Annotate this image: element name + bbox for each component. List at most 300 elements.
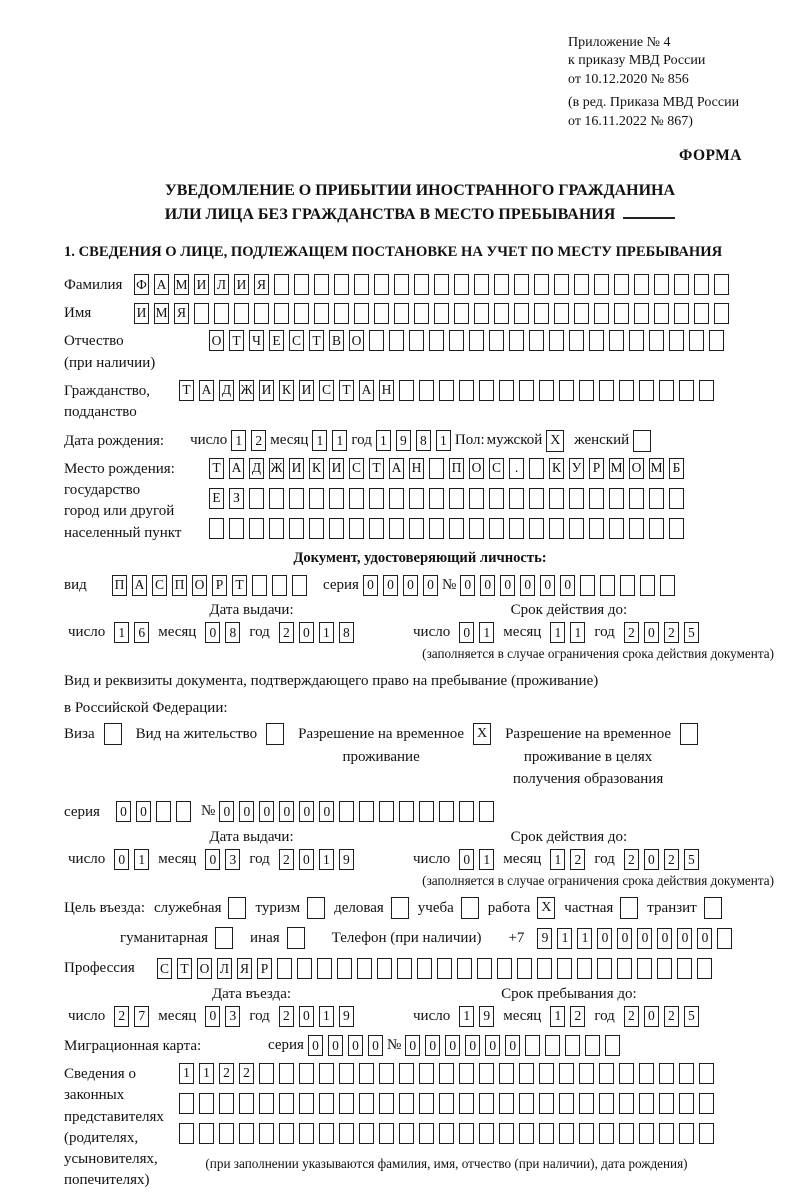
char-cell[interactable]: М xyxy=(154,303,169,324)
char-cell[interactable]: 3 xyxy=(225,1006,240,1027)
char-cell[interactable] xyxy=(399,1093,414,1114)
char-cell[interactable] xyxy=(599,1123,614,1144)
char-cell[interactable]: 0 xyxy=(617,928,632,949)
char-cell[interactable]: 0 xyxy=(445,1035,460,1056)
char-cell[interactable] xyxy=(529,488,544,509)
char-cell[interactable]: А xyxy=(389,458,404,479)
char-cell[interactable] xyxy=(414,274,429,295)
char-cell[interactable]: 9 xyxy=(339,849,354,870)
char-cell[interactable]: 0 xyxy=(405,1035,420,1056)
char-cell[interactable] xyxy=(359,1063,374,1084)
char-cell[interactable]: 2 xyxy=(570,849,585,870)
char-cell[interactable] xyxy=(579,1063,594,1084)
char-cell[interactable] xyxy=(379,1063,394,1084)
char-cell[interactable]: 0 xyxy=(459,622,474,643)
char-cell[interactable] xyxy=(279,1123,294,1144)
char-cell[interactable]: 0 xyxy=(657,928,672,949)
char-cell[interactable]: 0 xyxy=(299,849,314,870)
char-cell[interactable] xyxy=(597,958,612,979)
char-cell[interactable]: К xyxy=(549,458,564,479)
char-cell[interactable] xyxy=(509,488,524,509)
char-cell[interactable] xyxy=(429,518,444,539)
char-cell[interactable]: 1 xyxy=(114,622,129,643)
char-cell[interactable]: 6 xyxy=(134,622,149,643)
char-cell[interactable] xyxy=(389,518,404,539)
char-cell[interactable] xyxy=(457,958,472,979)
char-cell[interactable]: О xyxy=(192,575,207,596)
char-cell[interactable]: С xyxy=(157,958,172,979)
char-cell[interactable] xyxy=(679,1123,694,1144)
char-cell[interactable] xyxy=(659,1123,674,1144)
char-cell[interactable]: 1 xyxy=(312,430,327,451)
char-cell[interactable] xyxy=(439,1123,454,1144)
char-cell[interactable] xyxy=(559,380,574,401)
char-cell[interactable] xyxy=(354,274,369,295)
char-cell[interactable] xyxy=(339,1093,354,1114)
char-cell[interactable] xyxy=(349,518,364,539)
char-cell[interactable]: 1 xyxy=(332,430,347,451)
char-cell[interactable] xyxy=(434,274,449,295)
char-cell[interactable] xyxy=(517,958,532,979)
char-cell[interactable] xyxy=(709,330,724,351)
char-cell[interactable]: Я xyxy=(254,274,269,295)
char-cell[interactable]: 0 xyxy=(308,1035,323,1056)
char-cell[interactable]: И xyxy=(289,458,304,479)
char-cell[interactable]: 0 xyxy=(299,1006,314,1027)
char-cell[interactable] xyxy=(537,958,552,979)
char-cell[interactable]: Б xyxy=(669,458,684,479)
char-cell[interactable]: 0 xyxy=(219,801,234,822)
char-cell[interactable]: Е xyxy=(209,488,224,509)
char-cell[interactable] xyxy=(479,1063,494,1084)
char-cell[interactable]: 0 xyxy=(637,928,652,949)
char-cell[interactable]: А xyxy=(132,575,147,596)
char-cell[interactable] xyxy=(179,1093,194,1114)
char-cell[interactable] xyxy=(479,1093,494,1114)
char-cell[interactable] xyxy=(369,518,384,539)
char-cell[interactable]: 0 xyxy=(299,622,314,643)
char-cell[interactable] xyxy=(357,958,372,979)
char-cell[interactable] xyxy=(309,488,324,509)
char-cell[interactable] xyxy=(259,1123,274,1144)
purpose-humanitarian-checkbox[interactable] xyxy=(215,927,233,949)
char-cell[interactable]: 0 xyxy=(644,622,659,643)
char-cell[interactable]: Т xyxy=(232,575,247,596)
char-cell[interactable] xyxy=(549,330,564,351)
char-cell[interactable] xyxy=(639,1093,654,1114)
char-cell[interactable] xyxy=(299,1063,314,1084)
char-cell[interactable] xyxy=(599,1093,614,1114)
char-cell[interactable] xyxy=(474,303,489,324)
char-cell[interactable] xyxy=(594,303,609,324)
sex-female-checkbox[interactable] xyxy=(633,430,651,452)
char-cell[interactable] xyxy=(394,274,409,295)
char-cell[interactable] xyxy=(649,518,664,539)
char-cell[interactable]: 5 xyxy=(684,622,699,643)
char-cell[interactable] xyxy=(489,488,504,509)
char-cell[interactable] xyxy=(489,330,504,351)
char-cell[interactable] xyxy=(329,518,344,539)
char-cell[interactable]: 2 xyxy=(624,1006,639,1027)
char-cell[interactable]: 1 xyxy=(550,1006,565,1027)
char-cell[interactable] xyxy=(219,1093,234,1114)
char-cell[interactable] xyxy=(354,303,369,324)
char-cell[interactable] xyxy=(292,575,307,596)
char-cell[interactable] xyxy=(299,1093,314,1114)
char-cell[interactable] xyxy=(699,1063,714,1084)
char-cell[interactable]: О xyxy=(349,330,364,351)
char-cell[interactable] xyxy=(339,801,354,822)
char-cell[interactable] xyxy=(640,575,655,596)
char-cell[interactable]: 1 xyxy=(134,849,149,870)
char-cell[interactable] xyxy=(669,488,684,509)
char-cell[interactable]: 2 xyxy=(239,1063,254,1084)
char-cell[interactable] xyxy=(589,330,604,351)
char-cell[interactable] xyxy=(439,801,454,822)
char-cell[interactable]: Т xyxy=(339,380,354,401)
char-cell[interactable]: 0 xyxy=(136,801,151,822)
char-cell[interactable]: 0 xyxy=(597,928,612,949)
purpose-official-checkbox[interactable] xyxy=(228,897,246,919)
char-cell[interactable]: И xyxy=(134,303,149,324)
char-cell[interactable] xyxy=(449,330,464,351)
char-cell[interactable] xyxy=(514,274,529,295)
char-cell[interactable] xyxy=(519,380,534,401)
char-cell[interactable] xyxy=(199,1093,214,1114)
char-cell[interactable]: У xyxy=(569,458,584,479)
char-cell[interactable]: 2 xyxy=(219,1063,234,1084)
char-cell[interactable]: 9 xyxy=(537,928,552,949)
char-cell[interactable] xyxy=(319,1123,334,1144)
char-cell[interactable] xyxy=(399,1063,414,1084)
char-cell[interactable]: 9 xyxy=(396,430,411,451)
char-cell[interactable] xyxy=(529,458,544,479)
char-cell[interactable] xyxy=(277,958,292,979)
char-cell[interactable]: 0 xyxy=(383,575,398,596)
char-cell[interactable] xyxy=(419,1123,434,1144)
char-cell[interactable] xyxy=(549,488,564,509)
char-cell[interactable] xyxy=(469,518,484,539)
char-cell[interactable] xyxy=(699,1123,714,1144)
char-cell[interactable] xyxy=(359,1093,374,1114)
char-cell[interactable]: 0 xyxy=(480,575,495,596)
char-cell[interactable] xyxy=(377,958,392,979)
char-cell[interactable]: С xyxy=(349,458,364,479)
char-cell[interactable] xyxy=(369,488,384,509)
char-cell[interactable] xyxy=(657,958,672,979)
char-cell[interactable]: Ф xyxy=(134,274,149,295)
char-cell[interactable]: 0 xyxy=(116,801,131,822)
char-cell[interactable] xyxy=(434,303,449,324)
char-cell[interactable]: 2 xyxy=(624,849,639,870)
char-cell[interactable]: Т xyxy=(179,380,194,401)
char-cell[interactable] xyxy=(497,958,512,979)
char-cell[interactable] xyxy=(669,330,684,351)
temporary-residence-checkbox[interactable]: X xyxy=(473,723,491,745)
char-cell[interactable] xyxy=(717,928,732,949)
char-cell[interactable] xyxy=(394,303,409,324)
char-cell[interactable] xyxy=(449,488,464,509)
char-cell[interactable] xyxy=(699,1093,714,1114)
char-cell[interactable] xyxy=(539,1063,554,1084)
char-cell[interactable] xyxy=(274,303,289,324)
char-cell[interactable] xyxy=(314,274,329,295)
char-cell[interactable] xyxy=(397,958,412,979)
char-cell[interactable]: О xyxy=(209,330,224,351)
char-cell[interactable] xyxy=(379,1093,394,1114)
char-cell[interactable] xyxy=(637,958,652,979)
char-cell[interactable] xyxy=(294,303,309,324)
char-cell[interactable] xyxy=(269,518,284,539)
char-cell[interactable] xyxy=(557,958,572,979)
char-cell[interactable] xyxy=(399,801,414,822)
char-cell[interactable] xyxy=(252,575,267,596)
char-cell[interactable]: 1 xyxy=(199,1063,214,1084)
char-cell[interactable]: С xyxy=(289,330,304,351)
char-cell[interactable]: М xyxy=(649,458,664,479)
char-cell[interactable]: 0 xyxy=(697,928,712,949)
char-cell[interactable]: 0 xyxy=(459,849,474,870)
char-cell[interactable] xyxy=(599,1063,614,1084)
char-cell[interactable] xyxy=(439,1063,454,1084)
char-cell[interactable] xyxy=(389,488,404,509)
char-cell[interactable]: 0 xyxy=(299,801,314,822)
char-cell[interactable] xyxy=(399,380,414,401)
char-cell[interactable] xyxy=(619,1093,634,1114)
char-cell[interactable] xyxy=(565,1035,580,1056)
char-cell[interactable] xyxy=(579,380,594,401)
char-cell[interactable] xyxy=(614,303,629,324)
char-cell[interactable] xyxy=(269,488,284,509)
char-cell[interactable]: К xyxy=(309,458,324,479)
char-cell[interactable] xyxy=(259,1093,274,1114)
char-cell[interactable] xyxy=(579,1123,594,1144)
char-cell[interactable]: 2 xyxy=(279,622,294,643)
char-cell[interactable] xyxy=(677,958,692,979)
char-cell[interactable]: Т xyxy=(309,330,324,351)
char-cell[interactable]: 1 xyxy=(459,1006,474,1027)
purpose-other-checkbox[interactable] xyxy=(287,927,305,949)
char-cell[interactable]: И xyxy=(194,274,209,295)
char-cell[interactable]: 1 xyxy=(550,622,565,643)
char-cell[interactable] xyxy=(494,303,509,324)
char-cell[interactable] xyxy=(399,1123,414,1144)
char-cell[interactable] xyxy=(209,518,224,539)
char-cell[interactable]: 2 xyxy=(279,849,294,870)
char-cell[interactable] xyxy=(454,274,469,295)
char-cell[interactable] xyxy=(525,1035,540,1056)
char-cell[interactable]: 1 xyxy=(550,849,565,870)
char-cell[interactable] xyxy=(669,518,684,539)
char-cell[interactable]: 8 xyxy=(416,430,431,451)
char-cell[interactable] xyxy=(359,1123,374,1144)
char-cell[interactable] xyxy=(569,488,584,509)
char-cell[interactable] xyxy=(259,1063,274,1084)
char-cell[interactable]: Д xyxy=(219,380,234,401)
char-cell[interactable]: 1 xyxy=(319,849,334,870)
char-cell[interactable] xyxy=(714,274,729,295)
char-cell[interactable] xyxy=(272,575,287,596)
char-cell[interactable] xyxy=(494,274,509,295)
char-cell[interactable]: Т xyxy=(369,458,384,479)
char-cell[interactable]: 0 xyxy=(205,622,220,643)
char-cell[interactable] xyxy=(419,801,434,822)
char-cell[interactable] xyxy=(539,1123,554,1144)
char-cell[interactable] xyxy=(574,303,589,324)
char-cell[interactable]: 0 xyxy=(465,1035,480,1056)
char-cell[interactable] xyxy=(439,380,454,401)
char-cell[interactable] xyxy=(599,380,614,401)
char-cell[interactable]: Л xyxy=(214,274,229,295)
char-cell[interactable]: 0 xyxy=(560,575,575,596)
char-cell[interactable]: 1 xyxy=(557,928,572,949)
char-cell[interactable] xyxy=(299,1123,314,1144)
char-cell[interactable] xyxy=(545,1035,560,1056)
char-cell[interactable] xyxy=(549,518,564,539)
char-cell[interactable]: 9 xyxy=(479,1006,494,1027)
char-cell[interactable]: 2 xyxy=(664,1006,679,1027)
char-cell[interactable]: 0 xyxy=(644,1006,659,1027)
char-cell[interactable] xyxy=(429,458,444,479)
char-cell[interactable]: 3 xyxy=(225,849,240,870)
char-cell[interactable] xyxy=(654,303,669,324)
char-cell[interactable] xyxy=(614,274,629,295)
char-cell[interactable]: П xyxy=(449,458,464,479)
char-cell[interactable] xyxy=(499,1093,514,1114)
char-cell[interactable] xyxy=(660,575,675,596)
char-cell[interactable]: 0 xyxy=(423,575,438,596)
purpose-work-checkbox[interactable]: X xyxy=(537,897,555,919)
char-cell[interactable]: 0 xyxy=(205,1006,220,1027)
char-cell[interactable]: А xyxy=(359,380,374,401)
char-cell[interactable] xyxy=(254,303,269,324)
char-cell[interactable]: Д xyxy=(249,458,264,479)
char-cell[interactable]: 1 xyxy=(479,849,494,870)
sex-male-checkbox[interactable]: X xyxy=(546,430,564,452)
char-cell[interactable]: 8 xyxy=(339,622,354,643)
char-cell[interactable]: Р xyxy=(257,958,272,979)
char-cell[interactable] xyxy=(619,1123,634,1144)
char-cell[interactable]: 0 xyxy=(279,801,294,822)
temporary-residence-education-checkbox[interactable] xyxy=(680,723,698,745)
char-cell[interactable] xyxy=(389,330,404,351)
char-cell[interactable] xyxy=(219,1123,234,1144)
char-cell[interactable]: И xyxy=(234,274,249,295)
char-cell[interactable]: 1 xyxy=(319,622,334,643)
char-cell[interactable]: 7 xyxy=(134,1006,149,1027)
char-cell[interactable]: 9 xyxy=(339,1006,354,1027)
char-cell[interactable]: Р xyxy=(589,458,604,479)
char-cell[interactable]: 1 xyxy=(376,430,391,451)
char-cell[interactable]: 2 xyxy=(114,1006,129,1027)
char-cell[interactable] xyxy=(694,274,709,295)
char-cell[interactable]: 0 xyxy=(114,849,129,870)
char-cell[interactable]: 0 xyxy=(319,801,334,822)
char-cell[interactable] xyxy=(579,1093,594,1114)
char-cell[interactable] xyxy=(176,801,191,822)
char-cell[interactable] xyxy=(349,488,364,509)
char-cell[interactable] xyxy=(179,1123,194,1144)
char-cell[interactable]: Н xyxy=(379,380,394,401)
char-cell[interactable] xyxy=(419,380,434,401)
char-cell[interactable] xyxy=(639,1123,654,1144)
char-cell[interactable] xyxy=(459,380,474,401)
char-cell[interactable] xyxy=(609,330,624,351)
char-cell[interactable] xyxy=(639,1063,654,1084)
char-cell[interactable] xyxy=(454,303,469,324)
char-cell[interactable]: И xyxy=(259,380,274,401)
visa-checkbox[interactable] xyxy=(104,723,122,745)
char-cell[interactable] xyxy=(529,330,544,351)
char-cell[interactable]: 2 xyxy=(279,1006,294,1027)
char-cell[interactable] xyxy=(519,1123,534,1144)
char-cell[interactable]: 2 xyxy=(664,622,679,643)
char-cell[interactable]: 0 xyxy=(403,575,418,596)
char-cell[interactable]: 0 xyxy=(239,801,254,822)
char-cell[interactable]: А xyxy=(229,458,244,479)
char-cell[interactable] xyxy=(339,1063,354,1084)
char-cell[interactable]: 0 xyxy=(348,1035,363,1056)
char-cell[interactable]: Ж xyxy=(269,458,284,479)
char-cell[interactable] xyxy=(539,1093,554,1114)
char-cell[interactable]: М xyxy=(609,458,624,479)
char-cell[interactable] xyxy=(449,518,464,539)
char-cell[interactable] xyxy=(659,1093,674,1114)
char-cell[interactable] xyxy=(369,330,384,351)
char-cell[interactable]: О xyxy=(629,458,644,479)
char-cell[interactable]: 1 xyxy=(577,928,592,949)
char-cell[interactable] xyxy=(459,1063,474,1084)
char-cell[interactable] xyxy=(620,575,635,596)
char-cell[interactable] xyxy=(419,1093,434,1114)
char-cell[interactable]: Л xyxy=(217,958,232,979)
char-cell[interactable] xyxy=(459,801,474,822)
char-cell[interactable]: 5 xyxy=(684,849,699,870)
char-cell[interactable] xyxy=(289,488,304,509)
char-cell[interactable] xyxy=(334,303,349,324)
char-cell[interactable] xyxy=(374,274,389,295)
char-cell[interactable]: 0 xyxy=(505,1035,520,1056)
char-cell[interactable]: Т xyxy=(209,458,224,479)
char-cell[interactable]: 0 xyxy=(425,1035,440,1056)
char-cell[interactable]: 0 xyxy=(363,575,378,596)
char-cell[interactable]: М xyxy=(174,274,189,295)
char-cell[interactable] xyxy=(499,1063,514,1084)
char-cell[interactable] xyxy=(699,380,714,401)
char-cell[interactable] xyxy=(374,303,389,324)
char-cell[interactable] xyxy=(319,1093,334,1114)
char-cell[interactable]: О xyxy=(469,458,484,479)
char-cell[interactable]: 0 xyxy=(368,1035,383,1056)
char-cell[interactable] xyxy=(539,380,554,401)
char-cell[interactable] xyxy=(437,958,452,979)
char-cell[interactable] xyxy=(479,380,494,401)
char-cell[interactable] xyxy=(649,488,664,509)
char-cell[interactable]: 0 xyxy=(328,1035,343,1056)
char-cell[interactable] xyxy=(594,274,609,295)
char-cell[interactable]: 2 xyxy=(570,1006,585,1027)
char-cell[interactable] xyxy=(674,303,689,324)
char-cell[interactable] xyxy=(534,303,549,324)
char-cell[interactable] xyxy=(249,518,264,539)
char-cell[interactable] xyxy=(459,1123,474,1144)
char-cell[interactable] xyxy=(314,303,329,324)
char-cell[interactable] xyxy=(589,518,604,539)
char-cell[interactable]: 1 xyxy=(570,622,585,643)
char-cell[interactable]: 0 xyxy=(205,849,220,870)
char-cell[interactable]: Я xyxy=(174,303,189,324)
char-cell[interactable] xyxy=(529,518,544,539)
